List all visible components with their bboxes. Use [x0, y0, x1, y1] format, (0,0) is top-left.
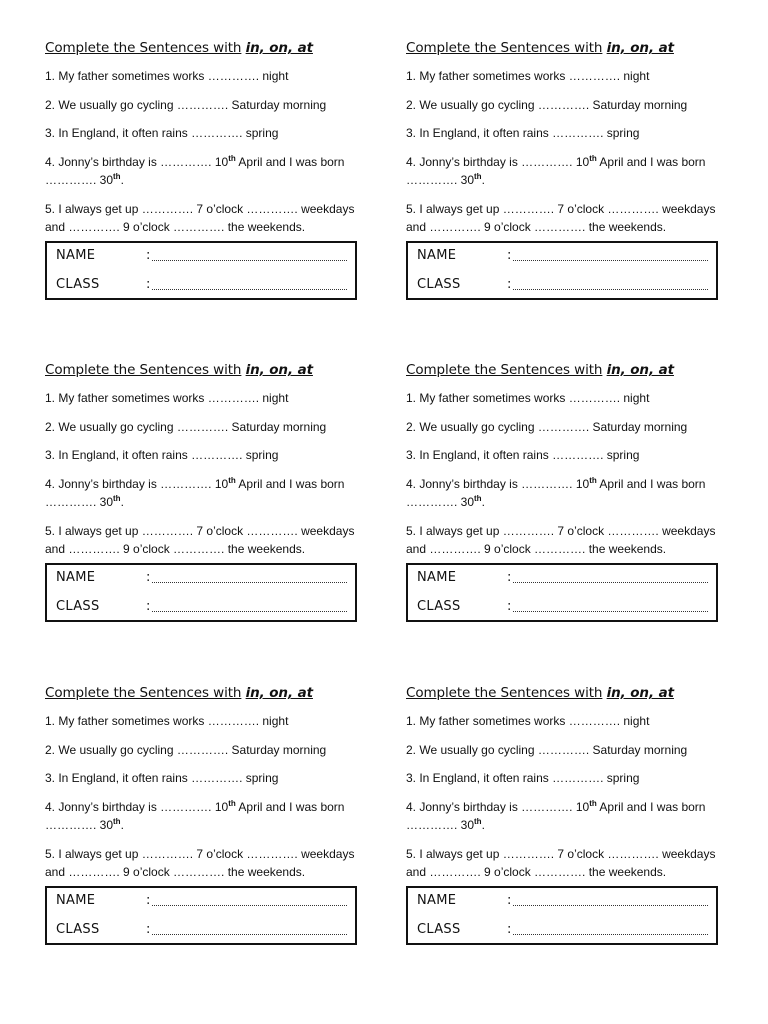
question-2: 2. We usually go cycling …………. Saturday morning [45, 742, 327, 757]
worksheet-card [406, 40, 718, 300]
worksheet-title [406, 40, 718, 56]
question-1: 1. My father sometimes works …………. night [406, 69, 650, 83]
class-row [56, 922, 347, 940]
class-field[interactable] [513, 934, 708, 935]
worksheet-card [406, 685, 718, 945]
class-label: CLASS [417, 598, 461, 614]
name-row [417, 248, 708, 266]
question-4-sup-2: th [113, 494, 121, 503]
title-keywords: in, on, at [245, 362, 313, 378]
question-4 [45, 153, 357, 190]
question-4-sup-1: th [589, 798, 597, 808]
title-keywords: in, on, at [606, 685, 674, 701]
name-row [56, 248, 347, 266]
question-4-sup-2: th [474, 817, 482, 826]
name-label: NAME [56, 247, 96, 263]
class-field[interactable] [152, 289, 347, 290]
class-colon: : [507, 598, 512, 614]
question-2: 2. We usually go cycling …………. Saturday morning [45, 419, 327, 434]
question-5: 5. I always get up …………. 7 o’clock …………. weekdays and …………. 9 o’clock …………. the weekends. [406, 846, 716, 879]
question-4-part-a: 4. Jonny’s birthday is …………. 10 [406, 154, 590, 169]
name-class-box [45, 886, 357, 945]
name-label: NAME [417, 892, 457, 908]
class-colon: : [507, 276, 512, 292]
name-class-box [406, 241, 718, 300]
name-field[interactable] [152, 260, 347, 261]
question-4-part-c: . [481, 173, 485, 187]
name-colon: : [146, 569, 151, 585]
name-class-box [406, 563, 718, 622]
question-4 [406, 798, 718, 835]
question-4-sup-2: th [113, 172, 121, 181]
question-4-sup-1: th [228, 475, 236, 485]
question-2: 2. We usually go cycling …………. Saturday morning [406, 97, 688, 112]
question-5: 5. I always get up …………. 7 o’clock …………. weekdays and …………. 9 o’clock …………. the weekends. [45, 846, 355, 879]
class-field[interactable] [152, 934, 347, 935]
question-4-sup-1: th [228, 798, 236, 808]
title-keywords: in, on, at [245, 685, 313, 701]
question-4-part-c: . [120, 818, 124, 832]
name-class-box [406, 886, 718, 945]
name-row [56, 570, 347, 588]
question-4-part-b: April and I was born …………. 30 [45, 799, 345, 832]
question-4-part-b: April and I was born …………. 30 [45, 154, 345, 187]
question-4-sup-1: th [589, 153, 597, 163]
title-keywords: in, on, at [606, 40, 674, 56]
name-colon: : [507, 892, 512, 908]
question-3: 3. In England, it often rains …………. spring [45, 126, 279, 140]
title-prefix: Complete the Sentences with [406, 362, 603, 378]
name-label: NAME [56, 569, 96, 585]
worksheet-card [45, 685, 357, 945]
question-4-part-c: . [120, 173, 124, 187]
question-4 [406, 475, 718, 512]
question-4-sup-2: th [113, 817, 121, 826]
question-3: 3. In England, it often rains …………. spring [406, 448, 640, 462]
question-4-sup-1: th [228, 153, 236, 163]
question-1: 1. My father sometimes works …………. night [45, 714, 289, 728]
question-4-part-c: . [481, 818, 485, 832]
question-4-sup-1: th [589, 475, 597, 485]
name-field[interactable] [152, 582, 347, 583]
question-4-part-a: 4. Jonny’s birthday is …………. 10 [45, 799, 229, 814]
question-5: 5. I always get up …………. 7 o’clock …………. weekdays and …………. 9 o’clock …………. the weekends. [406, 201, 716, 234]
name-row [417, 570, 708, 588]
question-3: 3. In England, it often rains …………. spring [406, 126, 640, 140]
worksheet-title [406, 362, 718, 378]
question-1: 1. My father sometimes works …………. night [45, 69, 289, 83]
question-3: 3. In England, it often rains …………. spring [45, 448, 279, 462]
worksheet-title [45, 362, 357, 378]
worksheet-title [406, 685, 718, 701]
question-4 [45, 798, 357, 835]
question-4 [45, 475, 357, 512]
question-4-part-b: April and I was born …………. 30 [406, 799, 706, 832]
class-row [56, 599, 347, 617]
name-class-box [45, 241, 357, 300]
title-keywords: in, on, at [245, 40, 313, 56]
title-prefix: Complete the Sentences with [406, 40, 603, 56]
class-label: CLASS [417, 921, 461, 937]
title-prefix: Complete the Sentences with [45, 40, 242, 56]
question-3: 3. In England, it often rains …………. spring [406, 771, 640, 785]
question-4-part-b: April and I was born …………. 30 [406, 154, 706, 187]
question-4-part-c: . [481, 495, 485, 509]
class-row [417, 922, 708, 940]
question-5: 5. I always get up …………. 7 o’clock …………. weekdays and …………. 9 o’clock …………. the weekends. [406, 523, 716, 556]
class-label: CLASS [417, 276, 461, 292]
question-3: 3. In England, it often rains …………. spring [45, 771, 279, 785]
question-4-part-a: 4. Jonny’s birthday is …………. 10 [45, 154, 229, 169]
question-1: 1. My father sometimes works …………. night [406, 391, 650, 405]
worksheet-title [45, 685, 357, 701]
question-4-part-a: 4. Jonny’s birthday is …………. 10 [45, 476, 229, 491]
name-label: NAME [56, 892, 96, 908]
class-colon: : [146, 921, 151, 937]
name-class-box [45, 563, 357, 622]
question-1: 1. My father sometimes works …………. night [406, 714, 650, 728]
question-5: 5. I always get up …………. 7 o’clock …………. weekdays and …………. 9 o’clock …………. the weekends. [45, 523, 355, 556]
question-1: 1. My father sometimes works …………. night [45, 391, 289, 405]
title-prefix: Complete the Sentences with [45, 362, 242, 378]
question-4-part-b: April and I was born …………. 30 [45, 476, 345, 509]
title-prefix: Complete the Sentences with [45, 685, 242, 701]
class-label: CLASS [56, 276, 100, 292]
name-label: NAME [417, 247, 457, 263]
name-field[interactable] [513, 905, 708, 906]
question-4-part-a: 4. Jonny’s birthday is …………. 10 [406, 799, 590, 814]
class-colon: : [507, 921, 512, 937]
class-field[interactable] [513, 611, 708, 612]
class-colon: : [146, 276, 151, 292]
name-colon: : [146, 247, 151, 263]
class-field[interactable] [513, 289, 708, 290]
question-2: 2. We usually go cycling …………. Saturday morning [406, 742, 688, 757]
title-keywords: in, on, at [606, 362, 674, 378]
question-4-sup-2: th [474, 172, 482, 181]
worksheet-title [45, 40, 357, 56]
question-4-part-a: 4. Jonny’s birthday is …………. 10 [406, 476, 590, 491]
name-field[interactable] [513, 582, 708, 583]
class-field[interactable] [152, 611, 347, 612]
name-row [56, 893, 347, 911]
question-2: 2. We usually go cycling …………. Saturday morning [45, 97, 327, 112]
class-colon: : [146, 598, 151, 614]
name-field[interactable] [152, 905, 347, 906]
question-4-part-c: . [120, 495, 124, 509]
class-row [56, 277, 347, 295]
question-2: 2. We usually go cycling …………. Saturday morning [406, 419, 688, 434]
class-label: CLASS [56, 921, 100, 937]
question-5: 5. I always get up …………. 7 o’clock …………. weekdays and …………. 9 o’clock …………. the weekends. [45, 201, 355, 234]
class-row [417, 277, 708, 295]
name-colon: : [146, 892, 151, 908]
name-field[interactable] [513, 260, 708, 261]
class-label: CLASS [56, 598, 100, 614]
name-colon: : [507, 247, 512, 263]
name-label: NAME [417, 569, 457, 585]
question-4-sup-2: th [474, 494, 482, 503]
worksheet-card [406, 362, 718, 622]
class-row [417, 599, 708, 617]
name-row [417, 893, 708, 911]
worksheet-card [45, 40, 357, 300]
question-4-part-b: April and I was born …………. 30 [406, 476, 706, 509]
question-4 [406, 153, 718, 190]
name-colon: : [507, 569, 512, 585]
worksheet-card [45, 362, 357, 622]
title-prefix: Complete the Sentences with [406, 685, 603, 701]
